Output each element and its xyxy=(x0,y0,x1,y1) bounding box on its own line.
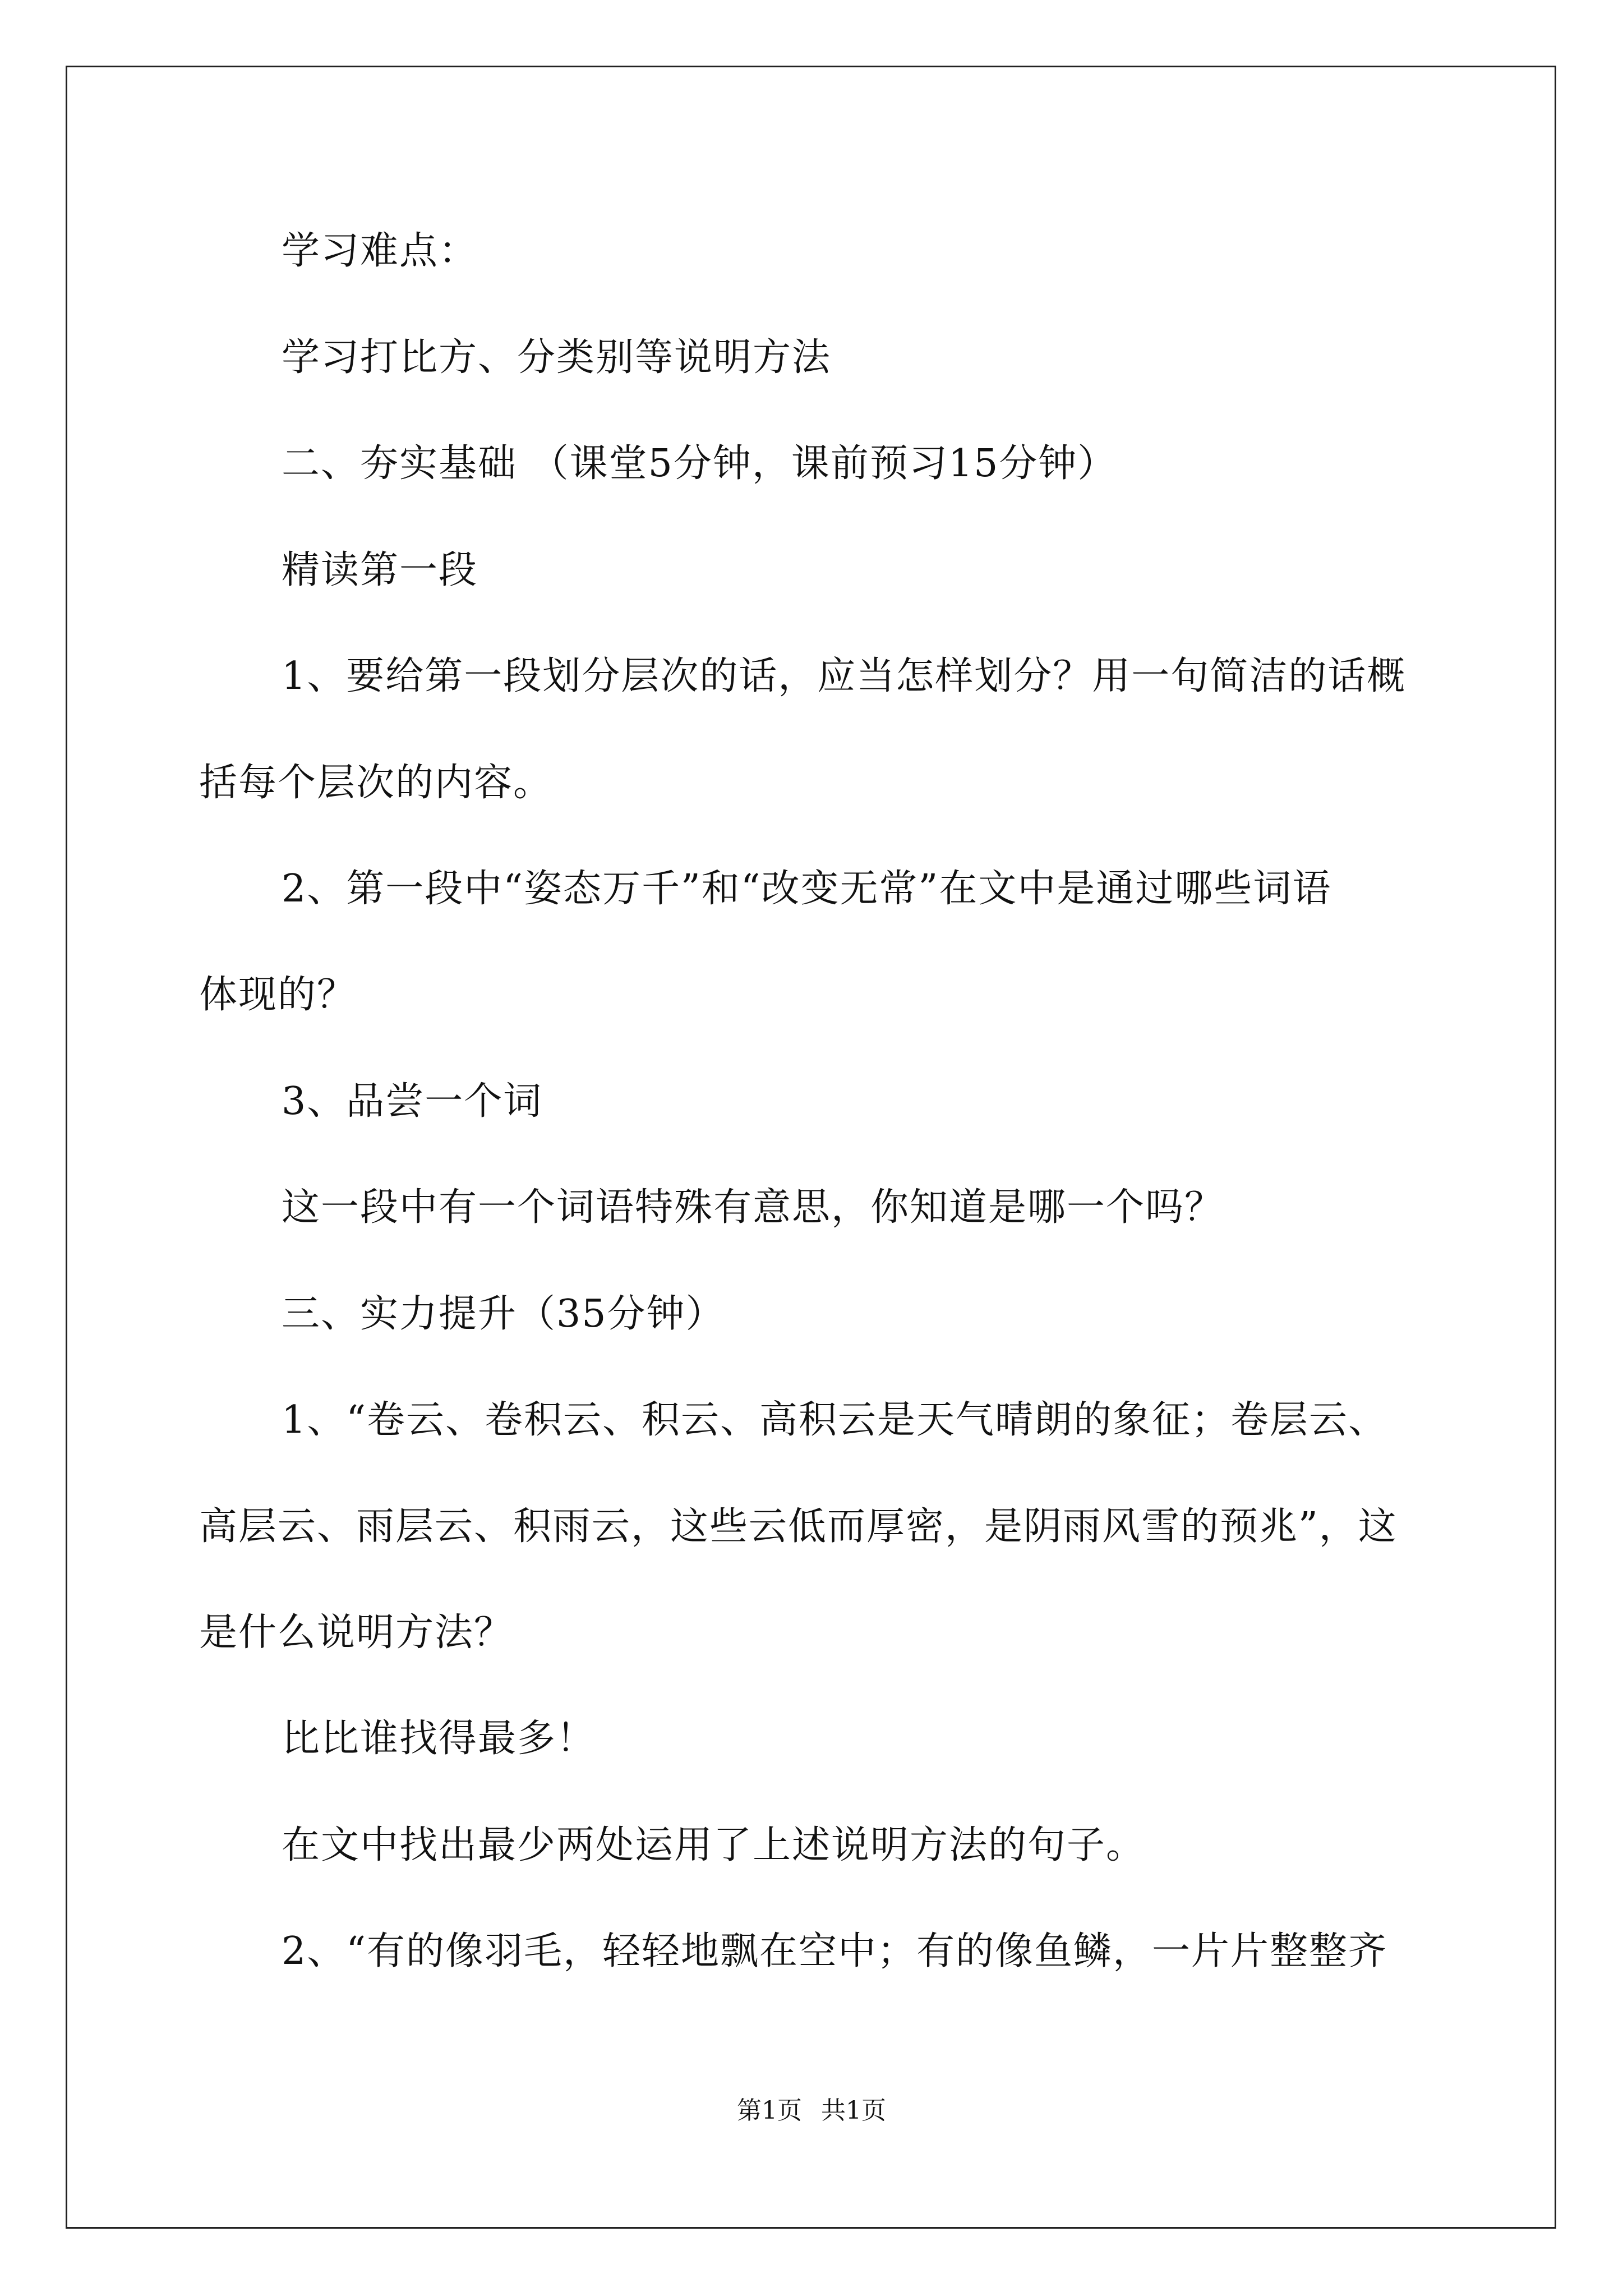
improvement-question-2-line-1: 2、“有的像羽毛，轻轻地飘在空中；有的像鱼鳞，一片片整整齐 xyxy=(282,1929,1388,1973)
page-frame xyxy=(66,66,1556,2229)
question-2-line-1: 2、第一段中“姿态万千”和“改变无常”在文中是通过哪些词语 xyxy=(282,867,1332,911)
improvement-question-1-line-2: 高层云、雨层云、积雨云，这些云低而厚密，是阴雨风雪的预兆”，这 xyxy=(199,1504,1398,1549)
section-heading-improvement: 三、实力提升（35分钟） xyxy=(282,1292,725,1336)
page-footer xyxy=(0,2095,1623,2127)
text-line-find-sentences: 在文中找出最少两处运用了上述说明方法的句子。 xyxy=(282,1823,1146,1867)
page-number-current: 第1页 xyxy=(737,2096,802,2125)
text-line-difficulty-content: 学习打比方、分类别等说明方法 xyxy=(282,335,832,380)
page-number-total: 共1页 xyxy=(821,2096,886,2125)
question-3-heading: 3、品尝一个词 xyxy=(282,1079,543,1124)
question-3-content: 这一段中有一个词语特殊有意思，你知道是哪一个吗？ xyxy=(282,1185,1224,1230)
improvement-question-1-line-1: 1、“卷云、卷积云、积云、高积云是天气晴朗的象征；卷层云、 xyxy=(282,1398,1388,1442)
text-line-difficulty-heading: 学习难点： xyxy=(282,229,478,273)
question-2-line-2: 体现的？ xyxy=(199,973,357,1017)
question-1-line-1: 1、要给第一段划分层次的话，应当怎样划分？用一句简洁的话概 xyxy=(282,654,1407,698)
improvement-question-1-line-3: 是什么说明方法？ xyxy=(199,1611,514,1655)
text-line-challenge: 比比谁找得最多！ xyxy=(282,1717,596,1761)
question-1-line-2: 括每个层次的内容。 xyxy=(199,761,553,805)
text-line-read-first-paragraph: 精读第一段 xyxy=(282,548,478,592)
section-heading-basics: 二、夯实基础 （课堂5分钟，课前预习15分钟） xyxy=(282,441,1117,486)
